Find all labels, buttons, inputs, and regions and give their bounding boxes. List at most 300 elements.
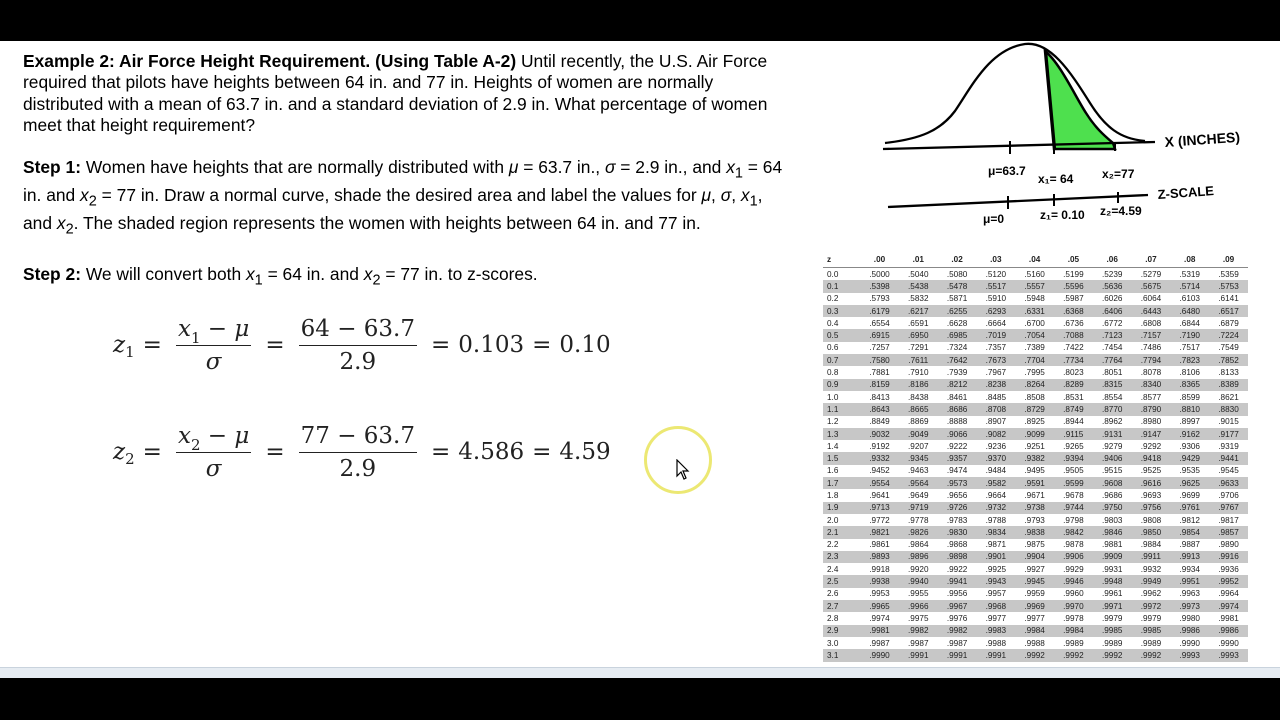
- z-table-cell: .7704: [1024, 355, 1045, 365]
- z-table-cell: .9131: [1101, 429, 1123, 439]
- z-table-cell: .7324: [946, 343, 968, 353]
- subscript: 1: [734, 165, 743, 182]
- z-table-cell: .7422: [1063, 343, 1084, 353]
- equals-sign: =: [532, 439, 552, 465]
- mu-symbol: μ: [508, 157, 519, 177]
- equals-sign: =: [142, 439, 162, 465]
- z-table-cell: .9918: [869, 564, 890, 574]
- z-table-cell: .8438: [908, 392, 929, 402]
- z-table-cell: .9633: [1218, 478, 1239, 488]
- z-table-cell: .9429: [1179, 454, 1200, 464]
- x-axis-label: X (INCHES): [1164, 128, 1241, 150]
- minus-sign: −: [207, 422, 228, 449]
- z-table-row-label: 1.5: [827, 454, 839, 464]
- z-table-cell: .9826: [908, 527, 929, 537]
- z-table-cell: .9484: [985, 466, 1007, 476]
- z-table-cell: .8810: [1179, 404, 1200, 414]
- z-table-cell: .9345: [908, 454, 929, 464]
- z-table-cell: .5714: [1179, 281, 1200, 291]
- z-table-row-label: 2.4: [827, 564, 839, 574]
- z-symbol: z: [113, 439, 126, 465]
- z-table-cell: .9222: [946, 441, 968, 451]
- z-table-header: [823, 251, 1248, 268]
- z-table-cell: .6331: [1024, 306, 1045, 316]
- z-table-cell: .9904: [1024, 552, 1045, 562]
- z-table-cell: .9564: [908, 478, 929, 488]
- z-table-cell: .9463: [908, 466, 929, 476]
- z-table-cell: .9992: [1101, 650, 1123, 660]
- z-table-header-cell: .06: [1106, 254, 1118, 264]
- z-table-row-label: 3.0: [827, 638, 839, 648]
- z-table-row-label: 1.0: [827, 392, 839, 402]
- z-table-cell: .6480: [1179, 306, 1200, 316]
- fraction-symbolic: [176, 316, 251, 375]
- z-table-cell: .7357: [985, 343, 1007, 353]
- z-table-cell: .9898: [946, 552, 968, 562]
- z-table-cell: .9957: [985, 589, 1007, 599]
- z-table-header-cell: .09: [1222, 254, 1235, 264]
- z-table-cell: .5040: [908, 269, 929, 279]
- equals-sign: =: [265, 439, 285, 465]
- z-table-cell: .9706: [1218, 490, 1239, 500]
- z-table-cell: .9192: [869, 441, 890, 451]
- z-table-row: [823, 563, 1248, 575]
- z-table-cell: .9251: [1024, 441, 1045, 451]
- z-table-cell: .9983: [985, 626, 1007, 636]
- z-table-cell: .9890: [1218, 540, 1239, 550]
- x-symbol: x: [726, 157, 735, 177]
- z-table-row: [823, 342, 1248, 354]
- step1-text: ,: [711, 184, 721, 205]
- z-table-cell: .9993: [1179, 650, 1200, 660]
- z-table-cell: .9641: [869, 490, 890, 500]
- z-table-cell: .8708: [985, 404, 1007, 414]
- z-table-row: [823, 551, 1248, 563]
- z-table-row: [823, 514, 1248, 526]
- z-table-cell: .9984: [1063, 626, 1084, 636]
- z-table-cell: .9887: [1179, 540, 1200, 550]
- z-table-cell: .5239: [1101, 269, 1123, 279]
- equals-sign: =: [265, 332, 285, 358]
- subscript: 2: [190, 435, 201, 454]
- z-table-cell: .8389: [1218, 380, 1239, 390]
- z-table-cell: .9925: [985, 564, 1007, 574]
- z-table-cell: .9965: [869, 601, 890, 611]
- z-table-cell: .9505: [1063, 466, 1084, 476]
- z-table-row: [823, 379, 1248, 391]
- z-table-cell: .9979: [1101, 613, 1123, 623]
- z-table-cell: .8289: [1063, 380, 1084, 390]
- z-table-cell: .9744: [1063, 503, 1084, 513]
- equals-sign: =: [532, 332, 552, 358]
- z-table: [823, 251, 1248, 662]
- z-table-cell: .9881: [1101, 540, 1123, 550]
- z-table-cell: .9591: [1024, 478, 1045, 488]
- x2-label: x₂=77: [1102, 167, 1135, 181]
- z-table-cell: .7190: [1179, 331, 1200, 341]
- z-table-cell: .9265: [1063, 441, 1084, 451]
- z-table-cell: .7019: [985, 331, 1007, 341]
- z-table-cell: .9357: [946, 454, 968, 464]
- z-table-cell: .6700: [1024, 318, 1045, 328]
- z-table-cell: .7257: [869, 343, 890, 353]
- step1-text: = 63.7 in.,: [518, 157, 605, 177]
- subscript: 2: [372, 272, 381, 289]
- z-table-cell: .9952: [1218, 577, 1239, 587]
- z-table-cell: .9961: [1101, 589, 1123, 599]
- z-table-row-label: 2.8: [827, 613, 839, 623]
- z-table-cell: .9988: [1024, 638, 1045, 648]
- z-table-cell: .8023: [1063, 368, 1084, 378]
- z-table-cell: .7852: [1218, 355, 1239, 365]
- sigma-symbol: σ: [604, 157, 616, 177]
- z-table-cell: .9982: [946, 626, 968, 636]
- z-table-cell: .9066: [946, 429, 968, 439]
- z-table-cell: .6217: [908, 306, 929, 316]
- z-table-cell: .7389: [1024, 343, 1045, 353]
- z-table-row-label: 1.3: [827, 429, 839, 439]
- z-table-cell: .8643: [869, 404, 890, 414]
- z-table-cell: .7054: [1024, 331, 1045, 341]
- z-table-cell: .8577: [1140, 392, 1162, 402]
- z-table-cell: .7088: [1063, 331, 1084, 341]
- z-table-cell: .8599: [1179, 392, 1200, 402]
- z-table-cell: .9875: [1024, 540, 1045, 550]
- z-table-cell: .9495: [1024, 466, 1045, 476]
- z-table-cell: .9162: [1179, 429, 1200, 439]
- z-table-cell: .7642: [946, 355, 968, 365]
- z-table-cell: .9608: [1101, 478, 1123, 488]
- step2-paragraph: [23, 264, 783, 292]
- z-table-cell: .5832: [908, 294, 929, 304]
- z-table-cell: .9861: [869, 540, 890, 550]
- z-table-cell: .9394: [1063, 454, 1084, 464]
- z-table-cell: .9871: [985, 540, 1007, 550]
- z-table-cell: .5000: [869, 269, 890, 279]
- z-table-row-label: 3.1: [827, 650, 839, 660]
- z-table-cell: .8888: [946, 417, 968, 427]
- z-table-cell: .9306: [1179, 441, 1200, 451]
- z-table-cell: .8315: [1101, 380, 1123, 390]
- z-table-cell: .9988: [985, 638, 1007, 648]
- z-table-row-label: 2.5: [827, 577, 839, 587]
- subscript: 2: [88, 193, 97, 210]
- z-table-cell: .9909: [1101, 552, 1123, 562]
- z-table-cell: .9854: [1179, 527, 1200, 537]
- z-table-cell: .9941: [946, 577, 968, 587]
- z-table-row-label: 2.3: [827, 552, 839, 562]
- shaded-region: [1045, 51, 1115, 149]
- z-table-cell: .6950: [908, 331, 929, 341]
- z-table-row: [823, 293, 1248, 305]
- z-table-cell: .7794: [1140, 355, 1162, 365]
- z-table-cell: .8159: [869, 380, 890, 390]
- z-table-cell: .5438: [908, 281, 929, 291]
- z-axis-label: Z-SCALE: [1157, 183, 1215, 202]
- z-table-cell: .9991: [985, 650, 1007, 660]
- z-table-row: [823, 317, 1248, 329]
- z-table-cell: .6772: [1101, 318, 1123, 328]
- z-table-row-label: 1.9: [827, 503, 839, 513]
- x-symbol: x: [245, 264, 255, 284]
- z-table-cell: .5987: [1063, 294, 1084, 304]
- z2-label: z₂=4.59: [1100, 204, 1142, 218]
- z-table-cell: .9279: [1101, 441, 1123, 451]
- z-table-cell: .6591: [908, 318, 929, 328]
- z-table-header-cell: .04: [1028, 254, 1041, 264]
- minus-sign: −: [207, 315, 228, 342]
- z-table-cell: .7967: [985, 368, 1007, 378]
- z-table-cell: .9147: [1140, 429, 1162, 439]
- z-table-cell: .9936: [1218, 564, 1239, 574]
- z-table-cell: .7995: [1024, 368, 1045, 378]
- z-table-cell: .9332: [869, 454, 890, 464]
- z-table-cell: .8078: [1140, 368, 1162, 378]
- z-table-cell: .9599: [1063, 478, 1084, 488]
- fraction-denominator: 2.9: [339, 348, 377, 375]
- z-table-cell: .8686: [946, 404, 968, 414]
- z-table-header-cell: .05: [1067, 254, 1080, 264]
- z-table-row: [823, 416, 1248, 428]
- z-table-cell: .9803: [1101, 515, 1123, 525]
- fraction-numerator: 77 − 63.7: [299, 423, 417, 453]
- z-table-cell: .9991: [946, 650, 968, 660]
- z-table-cell: .9977: [985, 613, 1007, 623]
- z-table-cell: .5636: [1101, 281, 1123, 291]
- z-table-cell: .7549: [1218, 343, 1239, 353]
- z-table-cell: .9812: [1179, 515, 1200, 525]
- z-table-cell: .9032: [869, 429, 890, 439]
- z-table-cell: .9693: [1140, 490, 1162, 500]
- z-table-cell: .6554: [869, 318, 890, 328]
- z-table-cell: .5160: [1024, 269, 1045, 279]
- z-table-header-cell: z: [827, 254, 832, 264]
- fraction-numerator: [176, 316, 251, 346]
- z-table-row-label: 0.0: [827, 269, 839, 279]
- z-table-cell: .9987: [946, 638, 968, 648]
- z-table-cell: .5948: [1024, 294, 1045, 304]
- z-table-cell: .6808: [1140, 318, 1162, 328]
- z-table-cell: .6517: [1218, 306, 1239, 316]
- z-table-cell: .9992: [1140, 650, 1162, 660]
- mu-symbol: μ: [234, 315, 250, 342]
- bottom-strip: [0, 667, 1280, 678]
- z-table-cell: .6736: [1063, 318, 1084, 328]
- z-table-cell: .9686: [1101, 490, 1123, 500]
- z-table-cell: .7157: [1140, 331, 1162, 341]
- z-table-cell: .8749: [1063, 404, 1084, 414]
- z-table-row: [823, 625, 1248, 637]
- z-table-row-label: 0.7: [827, 355, 839, 365]
- z-table-cell: .8051: [1101, 368, 1123, 378]
- z-table-row: [823, 526, 1248, 538]
- mu-symbol: μ: [701, 184, 712, 205]
- z-table-cell: .9783: [946, 515, 968, 525]
- mu-symbol: μ: [234, 422, 250, 449]
- z-table-row: [823, 637, 1248, 649]
- z-table-cell: .8665: [908, 404, 929, 414]
- z-table-cell: .9981: [1218, 613, 1239, 623]
- z-table-cell: .9985: [1140, 626, 1162, 636]
- example-text: Until recently, the U.S. Air Force required that pilots have heights between 64 in. and 77 in. Heights of women are normally distributed with a mean of 63.7 in. and a standard deviation of 2.9 in. What percentage of women meet that height requirement?: [23, 51, 768, 135]
- z-table-row-label: 2.6: [827, 589, 839, 599]
- z-table-row: [823, 391, 1248, 403]
- z-table-cell: .9896: [908, 552, 929, 562]
- z-table-cell: .6406: [1101, 306, 1123, 316]
- z-table-row-label: 2.2: [827, 540, 839, 550]
- z-table-cell: .9977: [1024, 613, 1045, 623]
- z-table-row: [823, 354, 1248, 366]
- step1-text: ,: [731, 184, 741, 205]
- z-table-cell: .9115: [1063, 429, 1084, 439]
- z-table-cell: .9964: [1218, 589, 1239, 599]
- step1-text: , and: [23, 184, 763, 233]
- z-table-cell: .5793: [869, 294, 890, 304]
- sigma-symbol: σ: [720, 184, 732, 205]
- z-table-cell: .8413: [869, 392, 890, 402]
- subscript: 2: [65, 221, 74, 237]
- z-table-cell: .9949: [1140, 577, 1162, 587]
- z-table-cell: .9971: [1101, 601, 1123, 611]
- subscript: 1: [125, 343, 135, 361]
- z-table-cell: .8944: [1063, 417, 1084, 427]
- z-table-cell: .5359: [1218, 269, 1239, 279]
- z-table-row: [823, 539, 1248, 551]
- z-table-cell: .9975: [908, 613, 929, 623]
- z-table-cell: .6179: [869, 306, 890, 316]
- z-table-cell: .9838: [1024, 527, 1045, 537]
- z-table-cell: .9913: [1179, 552, 1200, 562]
- z-table-cell: .9625: [1179, 478, 1200, 488]
- z-table-cell: .8980: [1140, 417, 1162, 427]
- z-table-cell: .6141: [1218, 294, 1239, 304]
- z-table-row-label: 0.5: [827, 331, 839, 341]
- z-table-cell: .9959: [1024, 589, 1045, 599]
- z-table-cell: .9370: [985, 454, 1007, 464]
- z-table-cell: .6844: [1179, 318, 1200, 328]
- z-table-cell: .9927: [1024, 564, 1045, 574]
- z-table-cell: .9545: [1218, 466, 1239, 476]
- z-table-cell: .9207: [908, 441, 929, 451]
- z-table-cell: .5596: [1063, 281, 1084, 291]
- z-table-cell: .9382: [1024, 454, 1045, 464]
- z-table-cell: .5910: [985, 294, 1007, 304]
- z-table-cell: .9406: [1101, 454, 1123, 464]
- z-table-cell: .9678: [1063, 490, 1084, 500]
- step1-paragraph: [23, 157, 783, 240]
- z-table-row-label: 2.0: [827, 515, 839, 525]
- z-table-row: [823, 477, 1248, 489]
- z-table-cell: .7823: [1179, 355, 1200, 365]
- z-table-header-cell: .00: [873, 254, 886, 264]
- z-table-cell: .6628: [946, 318, 968, 328]
- z-table-cell: .6915: [869, 331, 890, 341]
- z-table-cell: .7673: [985, 355, 1007, 365]
- x-symbol: x: [177, 422, 191, 449]
- z-table-cell: .6664: [985, 318, 1007, 328]
- z-table-cell: .9738: [1024, 503, 1045, 513]
- fraction-denominator: 2.9: [339, 455, 377, 482]
- fraction-numerator: [176, 423, 251, 453]
- fraction-symbolic: [176, 423, 251, 482]
- z-table-cell: .7611: [908, 355, 929, 365]
- z-table-row: [823, 452, 1248, 464]
- equals-sign: =: [142, 332, 162, 358]
- equation-z2: [113, 412, 611, 492]
- fraction-denominator: σ: [205, 455, 222, 482]
- subscript: 1: [190, 328, 201, 347]
- z-table-cell: .9817: [1218, 515, 1239, 525]
- z-table-cell: .8186: [908, 380, 929, 390]
- z-table-cell: .9864: [908, 540, 929, 550]
- z-table-cell: .9972: [1140, 601, 1162, 611]
- z-table-cell: .9535: [1179, 466, 1200, 476]
- z-table-cell: .6255: [946, 306, 968, 316]
- z-table-row: [823, 280, 1248, 292]
- z-table-row-label: 2.1: [827, 527, 839, 537]
- z-table-row-label: 1.2: [827, 417, 839, 427]
- z-table-cell: .9943: [985, 577, 1007, 587]
- z-table-cell: .5120: [985, 269, 1007, 279]
- z-table-cell: .9960: [1063, 589, 1084, 599]
- z-table-cell: .9974: [1218, 601, 1239, 611]
- z-table-header-cell: .01: [912, 254, 924, 264]
- z-table-cell: .8554: [1101, 392, 1123, 402]
- z-table-cell: .9906: [1063, 552, 1084, 562]
- mouse-pointer-icon: [676, 459, 690, 481]
- z-table-cell: .9177: [1218, 429, 1239, 439]
- z-table-row: [823, 489, 1248, 501]
- z-table-cell: .9761: [1179, 503, 1200, 513]
- z-table-cell: .9981: [869, 626, 890, 636]
- z-table-row: [823, 305, 1248, 317]
- z-table-cell: .8531: [1063, 392, 1084, 402]
- z-table-cell: .5753: [1218, 281, 1239, 291]
- step1-label: Step 1:: [23, 157, 81, 177]
- z-table-cell: .9976: [946, 613, 968, 623]
- z-table-cell: .9868: [946, 540, 968, 550]
- z-table-cell: .9974: [869, 613, 890, 623]
- fraction-numeric: [299, 423, 417, 482]
- z-table-header-cell: .07: [1145, 254, 1157, 264]
- z-table-cell: .8907: [985, 417, 1007, 427]
- z-table-cell: .6879: [1218, 318, 1239, 328]
- z-table-cell: .8485: [985, 392, 1007, 402]
- z1-value: 0.103: [458, 332, 525, 358]
- z-table-row-label: 0.2: [827, 294, 839, 304]
- z-table-cell: .7580: [869, 355, 890, 365]
- z2-value: 4.586: [458, 439, 525, 465]
- z-table-cell: .9992: [1063, 650, 1084, 660]
- x-symbol: x: [56, 212, 66, 233]
- z-table-cell: .6026: [1101, 294, 1123, 304]
- z-table-cell: .9878: [1063, 540, 1084, 550]
- z-table-cell: .6293: [985, 306, 1007, 316]
- z-table-cell: .9980: [1179, 613, 1200, 623]
- z-table-cell: .9830: [946, 527, 968, 537]
- z-table-cell: .9986: [1179, 626, 1200, 636]
- z-table-cell: .7910: [908, 368, 929, 378]
- example-paragraph: [23, 51, 783, 136]
- z-table-cell: .9319: [1218, 441, 1239, 451]
- z-table-row: [823, 366, 1248, 378]
- z-table-cell: .8869: [908, 417, 929, 427]
- z-table-cell: .8461: [946, 392, 968, 402]
- z-table-cell: .9911: [1141, 552, 1161, 562]
- z-table-row: [823, 612, 1248, 624]
- z-table-cell: .8849: [869, 417, 890, 427]
- z-table-row: [823, 588, 1248, 600]
